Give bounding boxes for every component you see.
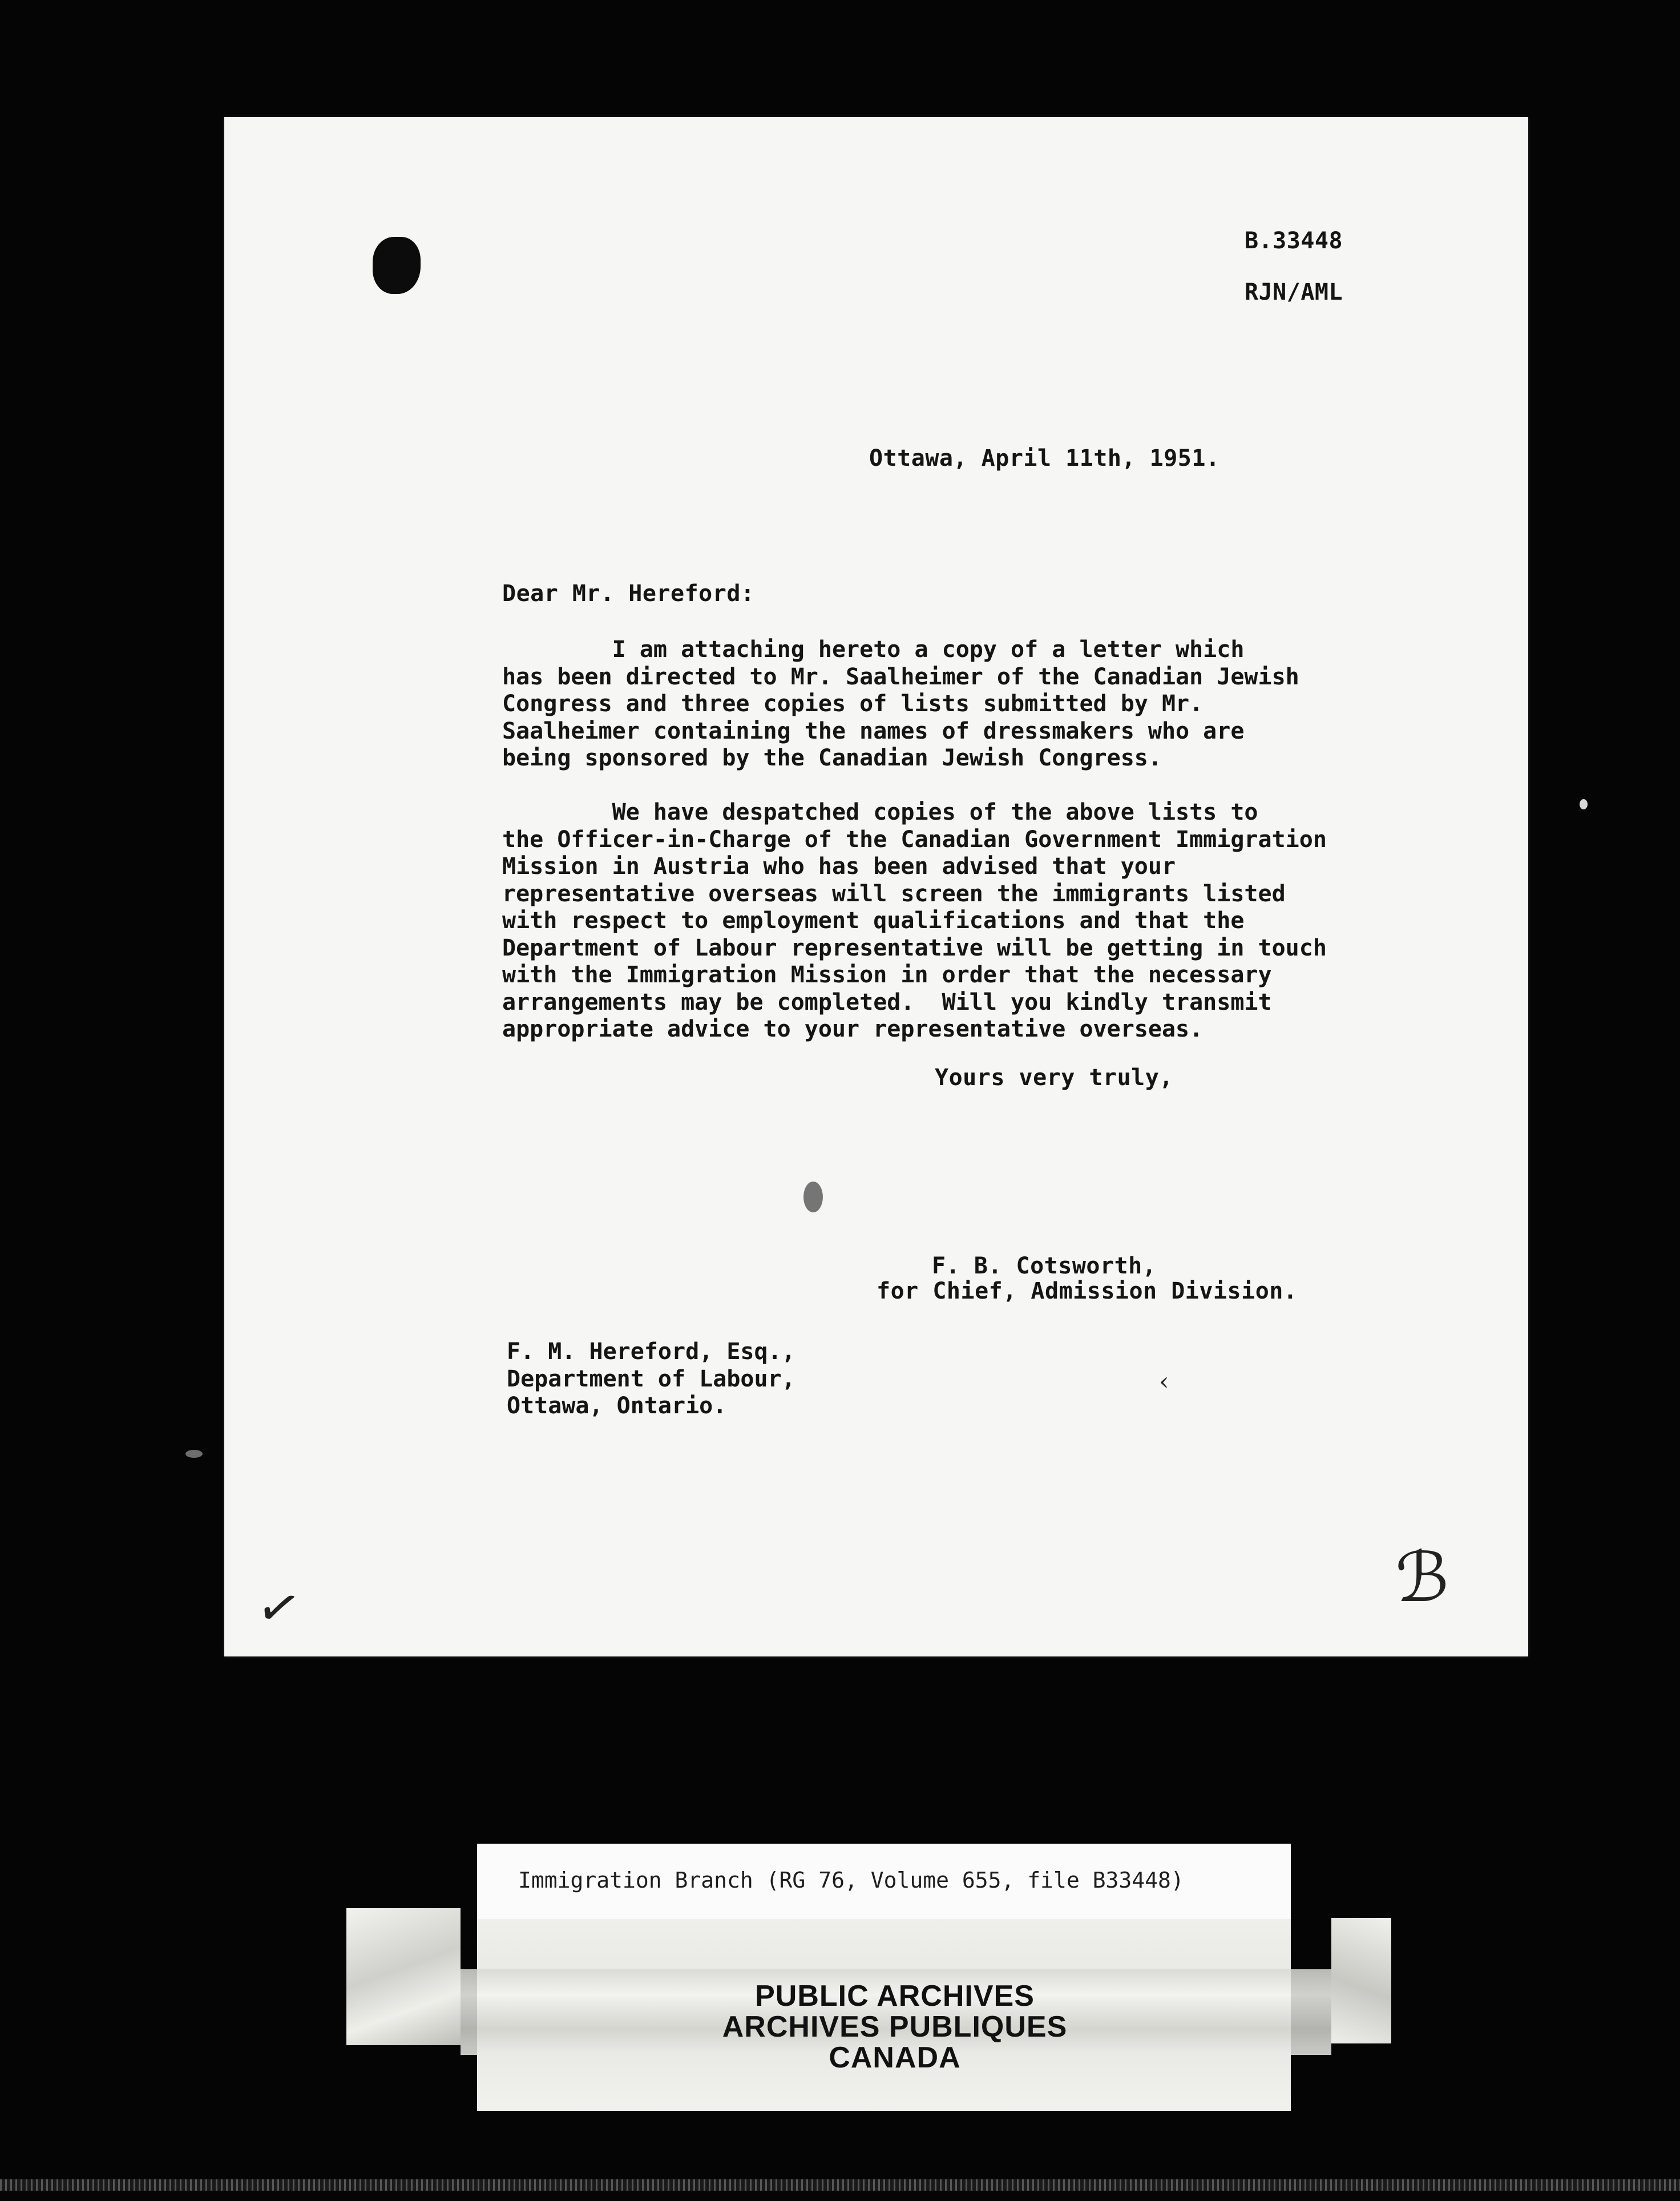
body-paragraph-1 — [502, 636, 1299, 772]
text-line: being sponsored by the Canadian Jewish Congress. — [502, 745, 1162, 771]
signatory-name: F. B. Cotsworth, — [932, 1253, 1157, 1279]
text-line: We have despatched copies of the above lists to — [502, 799, 1258, 825]
text-line: arrangements may be completed. Will you kindly transmit — [502, 989, 1272, 1015]
reference-number: B.33448 — [1245, 228, 1343, 254]
stamp-line: ARCHIVES PUBLIQUES — [722, 2010, 1068, 2043]
letter-page — [224, 117, 1528, 1656]
signatory-title: for Chief, Admission Division. — [877, 1278, 1298, 1304]
body-paragraph-2 — [502, 799, 1327, 1043]
mounting-tape-right — [1331, 1918, 1391, 2043]
ink-smudge — [803, 1182, 823, 1212]
ink-blot — [373, 237, 421, 294]
handwritten-initial-icon: ℬ — [1395, 1538, 1449, 1618]
address-line: Department of Labour, — [507, 1365, 795, 1392]
text-line: Mission in Austria who has been advised that your — [502, 853, 1176, 880]
text-line: I am attaching hereto a copy of a letter which — [502, 636, 1245, 663]
address-line: Ottawa, Ontario. — [507, 1393, 727, 1419]
text-line: the Officer-in-Charge of the Canadian Government Immigration — [502, 826, 1327, 853]
closing: Yours very truly, — [935, 1065, 1173, 1091]
letter-date: Ottawa, April 11th, 1951. — [869, 445, 1220, 471]
text-line: has been directed to Mr. Saalheimer of the Canadian Jewish — [502, 663, 1299, 690]
text-line: Congress and three copies of lists submitted by Mr. — [502, 691, 1204, 717]
text-line: representative overseas will screen the immigrants listed — [502, 880, 1286, 907]
text-line: with the Immigration Mission in order that the necessary — [502, 962, 1272, 988]
stamp-line: PUBLIC ARCHIVES — [755, 1980, 1035, 2013]
checkmark-icon: ✓ — [251, 1574, 306, 1642]
typist-initials: RJN/AML — [1245, 279, 1343, 305]
mounting-tape-left — [346, 1908, 461, 2045]
recipient-address — [507, 1339, 795, 1420]
film-speck — [185, 1450, 203, 1458]
archive-citation: Immigration Branch (RG 76, Volume 655, file B33448) — [518, 1868, 1184, 1893]
stamp-line: CANADA — [829, 2041, 961, 2074]
text-line: appropriate advice to your representative overseas. — [502, 1016, 1204, 1042]
text-line: Department of Labour representative will be getting in touch — [502, 934, 1327, 961]
film-speck — [1580, 799, 1588, 809]
text-line: Saalheimer containing the names of dressmakers who are — [502, 717, 1245, 744]
archives-stamp — [667, 1981, 1123, 2073]
salutation: Dear Mr. Hereford: — [502, 581, 755, 607]
film-edge — [0, 2179, 1680, 2191]
pencil-mark-icon: ‹ — [1159, 1367, 1169, 1396]
address-line: F. M. Hereford, Esq., — [507, 1339, 795, 1365]
text-line: with respect to employment qualifications and that the — [502, 908, 1245, 934]
